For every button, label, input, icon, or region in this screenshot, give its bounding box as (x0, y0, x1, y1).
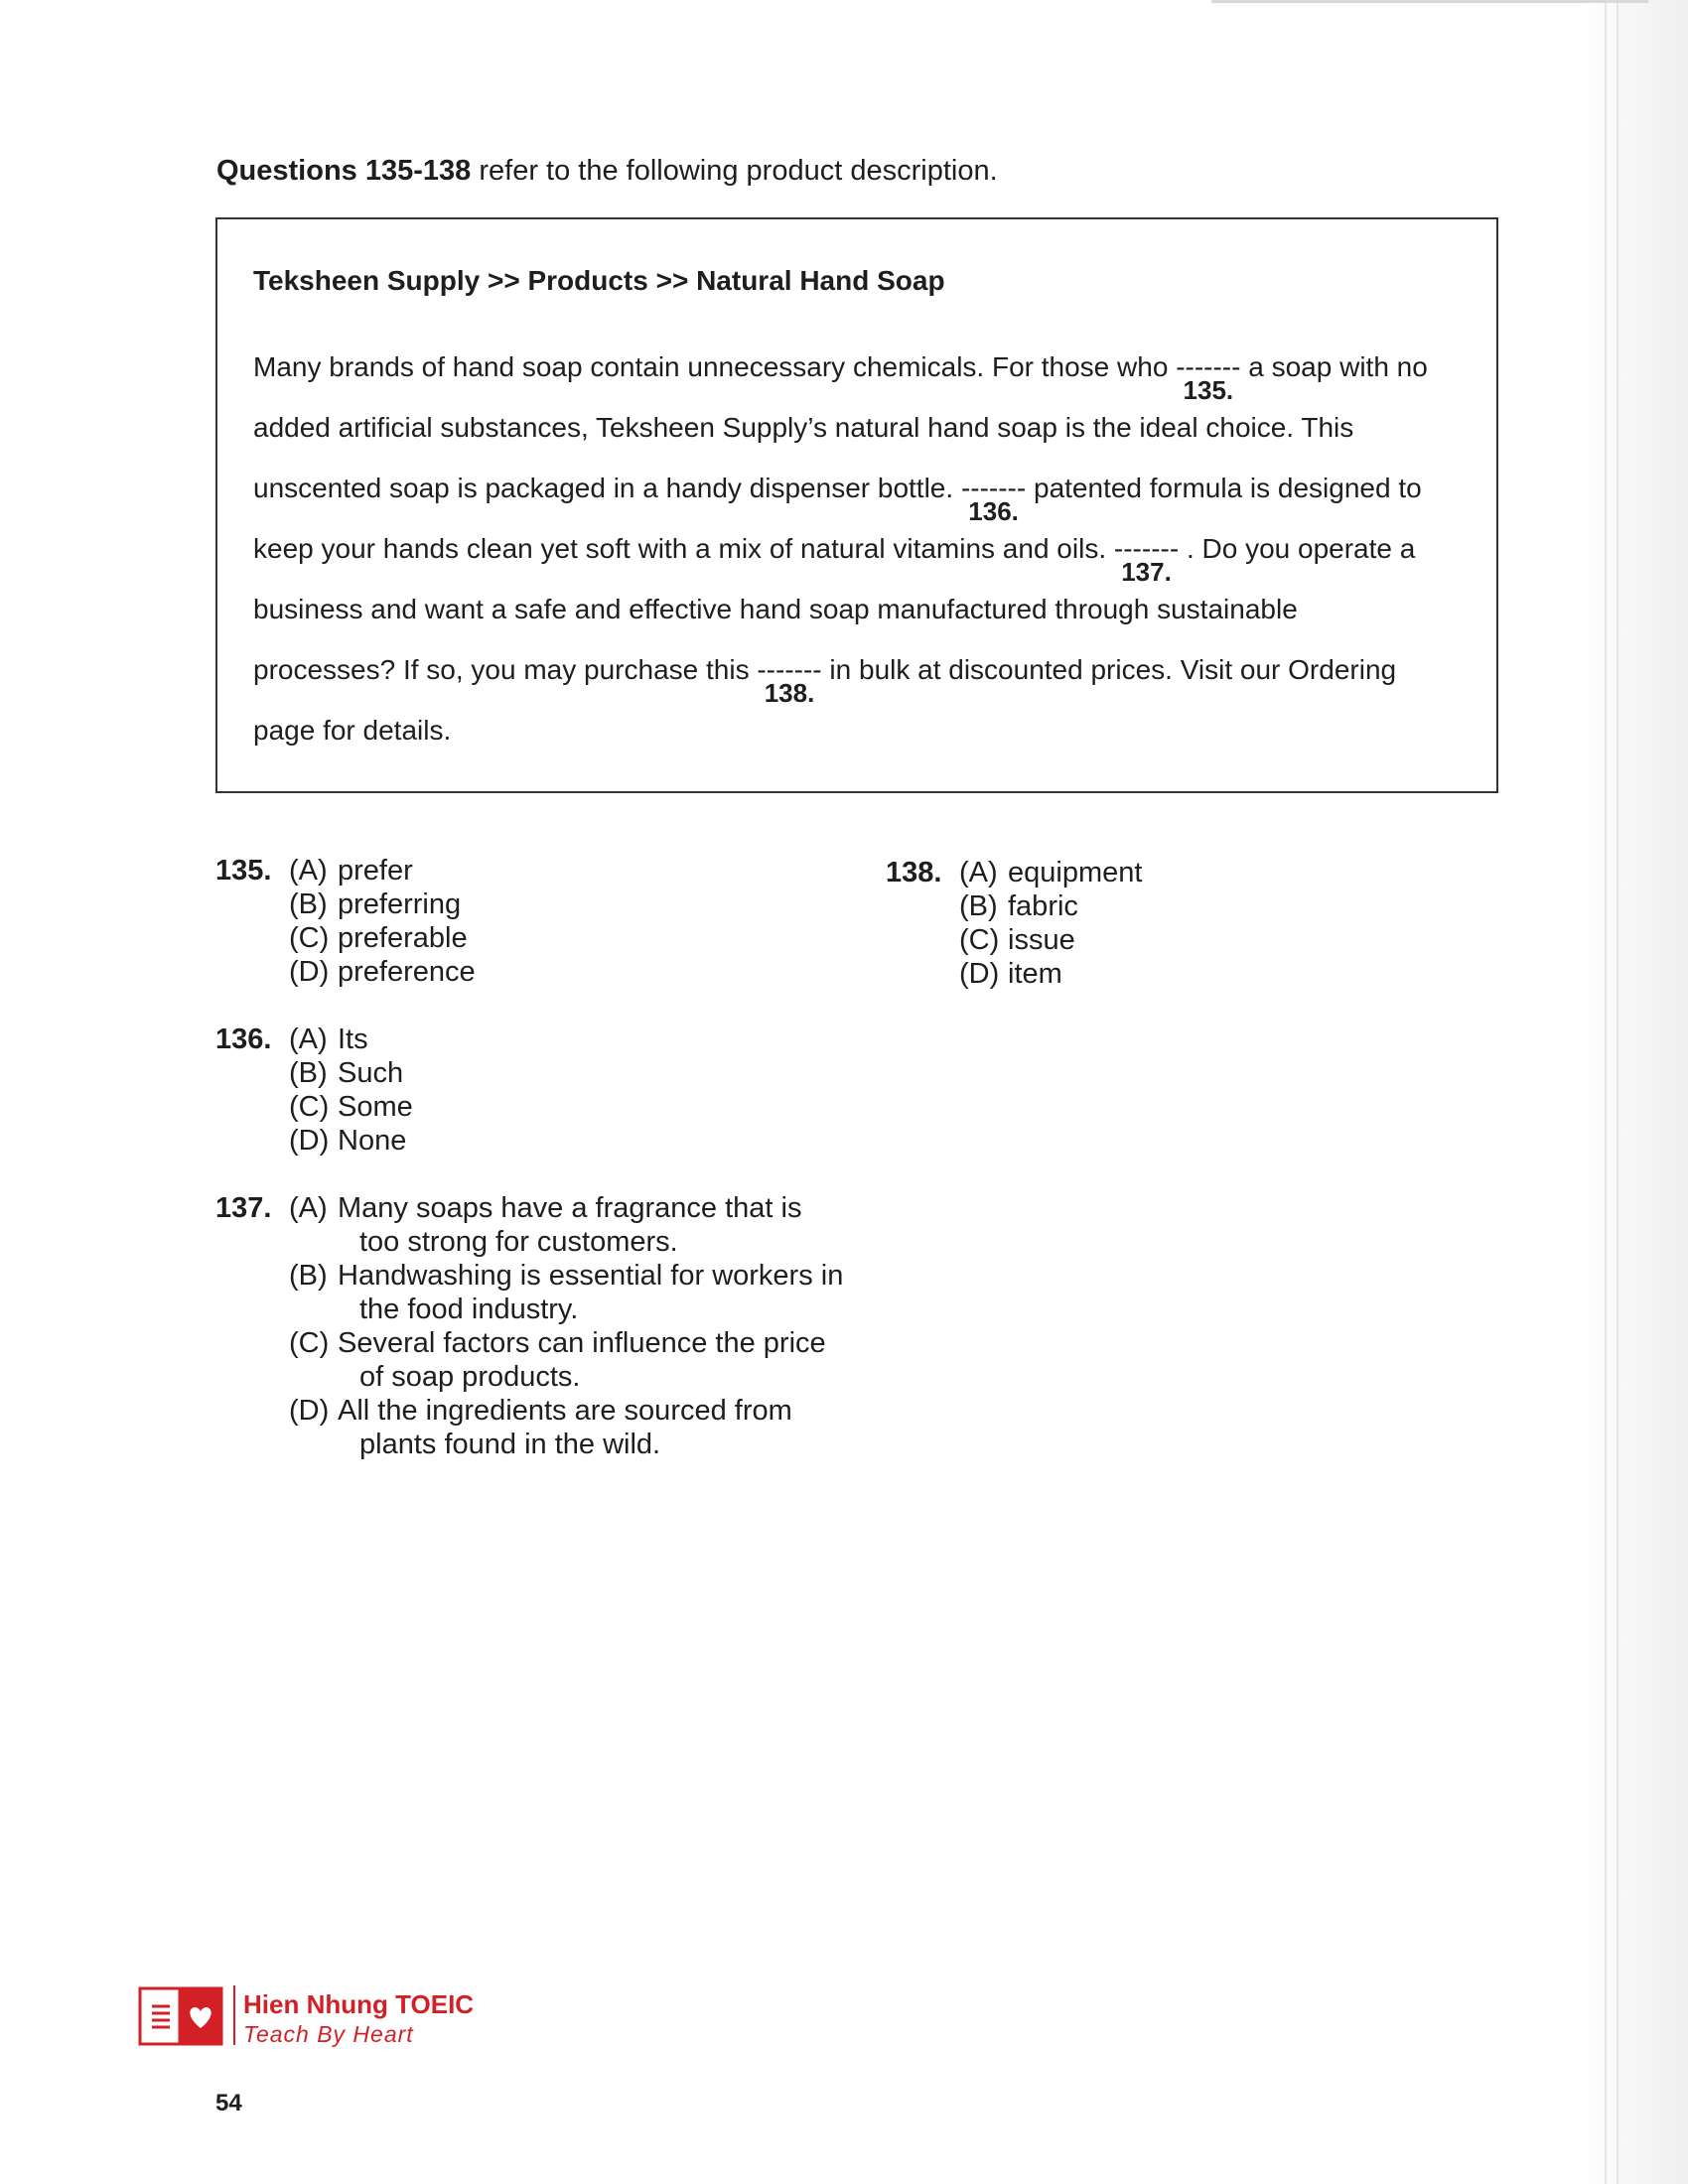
scan-top-rule (1211, 0, 1648, 3)
questions-range: Questions 135-138 (216, 155, 472, 187)
option-letter: (C) (959, 924, 1000, 956)
passage-text: . Do you operate a (1179, 533, 1416, 564)
passage-line: page for details. (253, 715, 452, 746)
passage-heading: Teksheen Supply >> Products >> Natural Hand Soap (253, 265, 945, 296)
questions-intro (216, 153, 998, 189)
passage-line: added artificial substances, Teksheen Supply’s natural hand soap is the ideal choice. This (253, 412, 1354, 443)
passage-text: in bulk at discounted prices. Visit our Ordering (821, 654, 1397, 685)
option-letter: (A) (289, 1192, 328, 1224)
blank-number: 138. (764, 678, 815, 708)
answer-options (289, 1191, 845, 1461)
option-text: equipment (1008, 857, 1143, 888)
blank-marker: ------- (1176, 351, 1241, 382)
passage-line (253, 350, 1428, 405)
blank-number: 137. (1121, 557, 1172, 587)
option-a[interactable] (959, 856, 1515, 889)
answer-options (289, 1023, 845, 1158)
passage-text: unscented soap is packaged in a handy dispenser bottle. (253, 473, 961, 503)
passage-text: Many brands of hand soap contain unnecessary chemicals. For those who (253, 351, 1177, 382)
option-text: All the ingredients are sourced from (338, 1395, 792, 1427)
blank-marker: ------- (960, 473, 1027, 503)
option-letter: (D) (959, 958, 1000, 990)
option-text-continued: of soap products. (359, 1361, 581, 1393)
option-text: fabric (1008, 890, 1078, 922)
book-heart-icon (136, 1980, 225, 2050)
option-letter: (C) (289, 1327, 330, 1359)
answer-options (959, 856, 1515, 991)
option-a[interactable] (289, 1191, 845, 1259)
blank-number: 135. (1183, 375, 1234, 405)
question-number: 136. (215, 1024, 272, 1055)
passage-line: business and want a safe and effective hand soap manufactured through sustainable (253, 594, 1298, 624)
option-letter: (A) (959, 857, 998, 888)
passage-line (253, 472, 1422, 526)
option-letter: (D) (289, 1125, 330, 1157)
passage-line (253, 653, 1397, 708)
question-number: 135. (215, 855, 272, 887)
option-text: Handwashing is essential for workers in (338, 1260, 844, 1292)
option-text: preferring (338, 888, 462, 920)
option-letter: (B) (289, 1260, 328, 1292)
blank-135 (1176, 350, 1241, 405)
option-text-continued: plants found in the wild. (359, 1429, 661, 1460)
passage-text: patented formula is designed to (1026, 473, 1422, 503)
option-letter: (C) (289, 1091, 330, 1123)
blank-138 (757, 653, 822, 708)
scan-edge-line (1605, 0, 1607, 2184)
option-letter: (B) (959, 890, 998, 922)
option-d[interactable] (959, 957, 1515, 991)
option-text: Several factors can influence the price (338, 1327, 826, 1359)
blank-136 (960, 472, 1027, 526)
option-d[interactable] (289, 955, 845, 989)
scan-edge-shade (1584, 0, 1688, 2184)
scan-edge-line (1617, 0, 1618, 2184)
option-text: Such (338, 1057, 404, 1089)
question-number: 138. (886, 857, 942, 888)
option-b[interactable] (289, 1056, 845, 1090)
option-letter: (A) (289, 855, 328, 887)
option-d[interactable] (289, 1394, 845, 1461)
page-number: 54 (215, 2090, 242, 2116)
option-d[interactable] (289, 1124, 845, 1158)
option-b[interactable] (289, 1259, 845, 1326)
option-c[interactable] (289, 1090, 845, 1124)
logo-divider (233, 1985, 235, 2045)
passage-line (253, 532, 1416, 587)
answer-options (289, 854, 845, 989)
blank-number: 136. (968, 496, 1019, 526)
passage-box (215, 217, 1498, 793)
brand-tagline: Teach By Heart (243, 2021, 414, 2047)
blank-137 (1113, 532, 1180, 587)
question-number: 137. (215, 1192, 272, 1224)
option-text: preference (338, 956, 476, 988)
option-text-continued: the food industry. (359, 1294, 579, 1325)
option-c[interactable] (959, 923, 1515, 957)
blank-marker: ------- (1113, 533, 1180, 564)
passage-text: processes? If so, you may purchase this (253, 654, 758, 685)
option-letter: (C) (289, 922, 330, 954)
option-letter: (A) (289, 1024, 328, 1055)
option-letter: (B) (289, 888, 328, 920)
option-c[interactable] (289, 921, 845, 955)
option-text: item (1008, 958, 1062, 990)
option-letter: (D) (289, 1395, 330, 1427)
brand-title: Hien Nhung TOEIC (243, 1989, 475, 2019)
option-text: Many soaps have a fragrance that is (338, 1192, 802, 1224)
passage-text: a soap with no (1240, 351, 1428, 382)
option-text: prefer (338, 855, 413, 887)
option-letter: (D) (289, 956, 330, 988)
blank-marker: ------- (757, 654, 822, 685)
option-text: Its (338, 1024, 368, 1055)
option-a[interactable] (289, 854, 845, 887)
option-text-continued: too strong for customers. (359, 1226, 678, 1258)
option-text: issue (1008, 924, 1075, 956)
option-text: Some (338, 1091, 413, 1123)
option-b[interactable] (289, 887, 845, 921)
intro-text: refer to the following product description. (479, 155, 998, 187)
option-text: None (338, 1125, 407, 1157)
option-a[interactable] (289, 1023, 845, 1056)
passage-text: keep your hands clean yet soft with a mix of natural vitamins and oils. (253, 533, 1114, 564)
option-c[interactable] (289, 1326, 845, 1394)
option-letter: (B) (289, 1057, 328, 1089)
option-text: preferable (338, 922, 468, 954)
option-b[interactable] (959, 889, 1515, 923)
